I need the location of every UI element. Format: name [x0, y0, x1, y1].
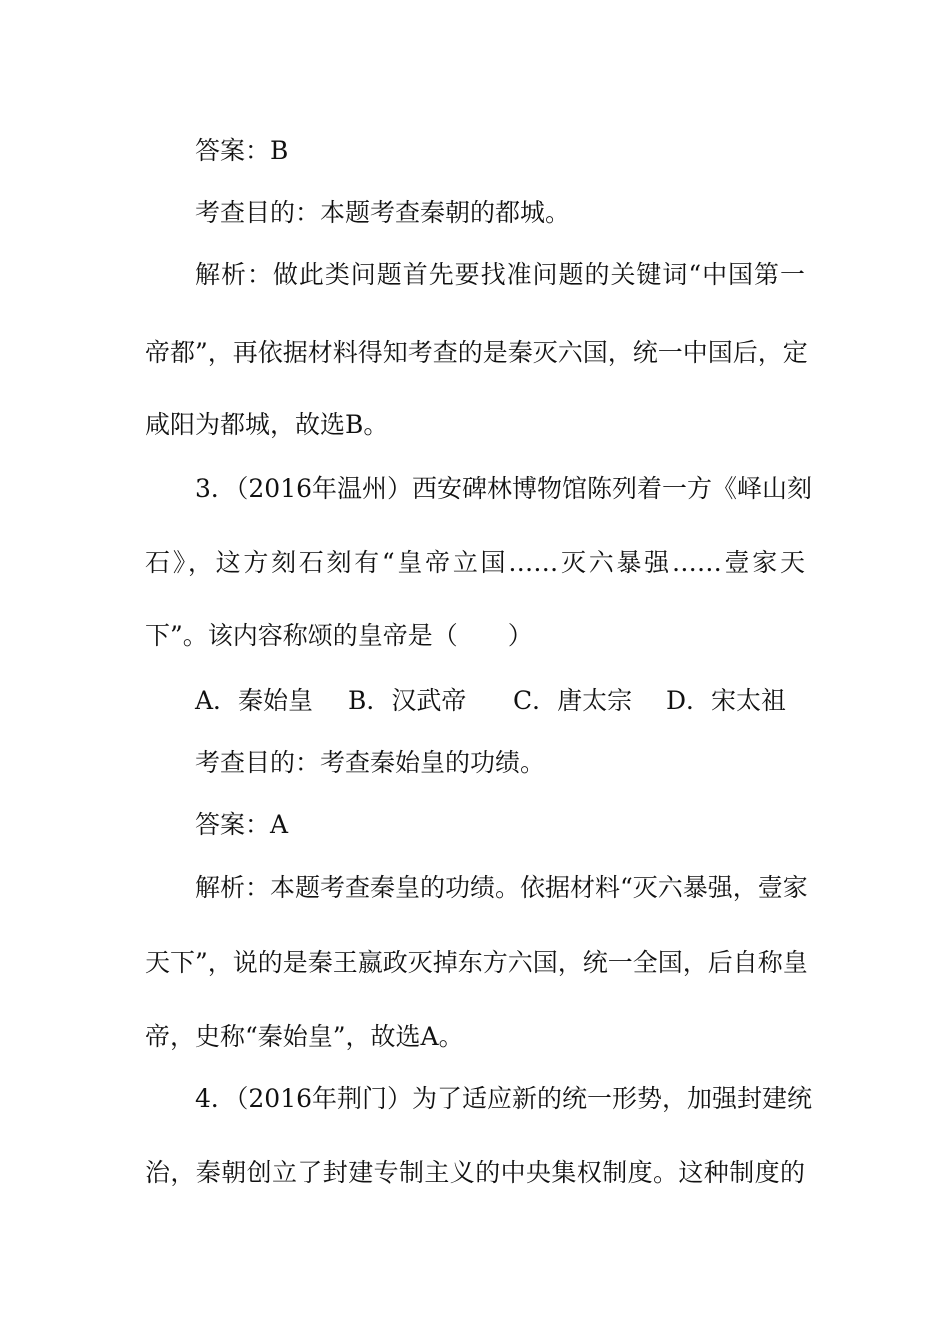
analysis-line-q2-1: 解析：做此类问题首先要找准问题的关键词“中国第一: [195, 260, 805, 289]
analysis-line-q3-1: 解析：本题考查秦皇的功绩。依据材料“灭六暴强，壹家: [195, 873, 808, 902]
analysis-line-q2-3: 咸阳为都城，故选B。: [145, 410, 389, 439]
question-4-line-1: 4．（2016年荆门）为了适应新的统一形势，加强封建统: [195, 1084, 813, 1113]
option-a: A．秦始皇: [195, 686, 314, 715]
analysis-line-q3-2: 天下”，说的是秦王嬴政灭掉东方六国，统一全国，后自称皇: [145, 948, 808, 977]
purpose-line-q2: 考查目的：本题考查秦朝的都城。: [195, 198, 571, 227]
answer-line-q2: 答案：B: [195, 136, 289, 165]
analysis-line-q2-2: 帝都”，再依据材料得知考查的是秦灭六国，统一中国后，定: [145, 338, 808, 367]
option-b: B．汉武帝: [348, 686, 467, 715]
purpose-line-q3: 考查目的：考查秦始皇的功绩。: [195, 748, 546, 777]
option-d: D．宋太祖: [666, 686, 787, 715]
question-3-options: [195, 686, 786, 716]
question-4-line-2: 治，秦朝创立了封建专制主义的中央集权制度。这种制度的: [145, 1158, 805, 1187]
question-3-line-3: 下”。该内容称颂的皇帝是（ ）: [145, 621, 533, 650]
question-3-line-1: 3．（2016年温州）西安碑林博物馆陈列着一方《峄山刻: [195, 474, 813, 503]
answer-line-q3: 答案：A: [195, 810, 289, 839]
analysis-line-q3-3: 帝，史称“秦始皇”，故选A。: [145, 1022, 464, 1051]
question-3-line-2: 石》，这方刻石刻有“皇帝立国……灭六暴强……壹家天: [145, 548, 805, 577]
option-c: C．唐太宗: [513, 686, 633, 715]
